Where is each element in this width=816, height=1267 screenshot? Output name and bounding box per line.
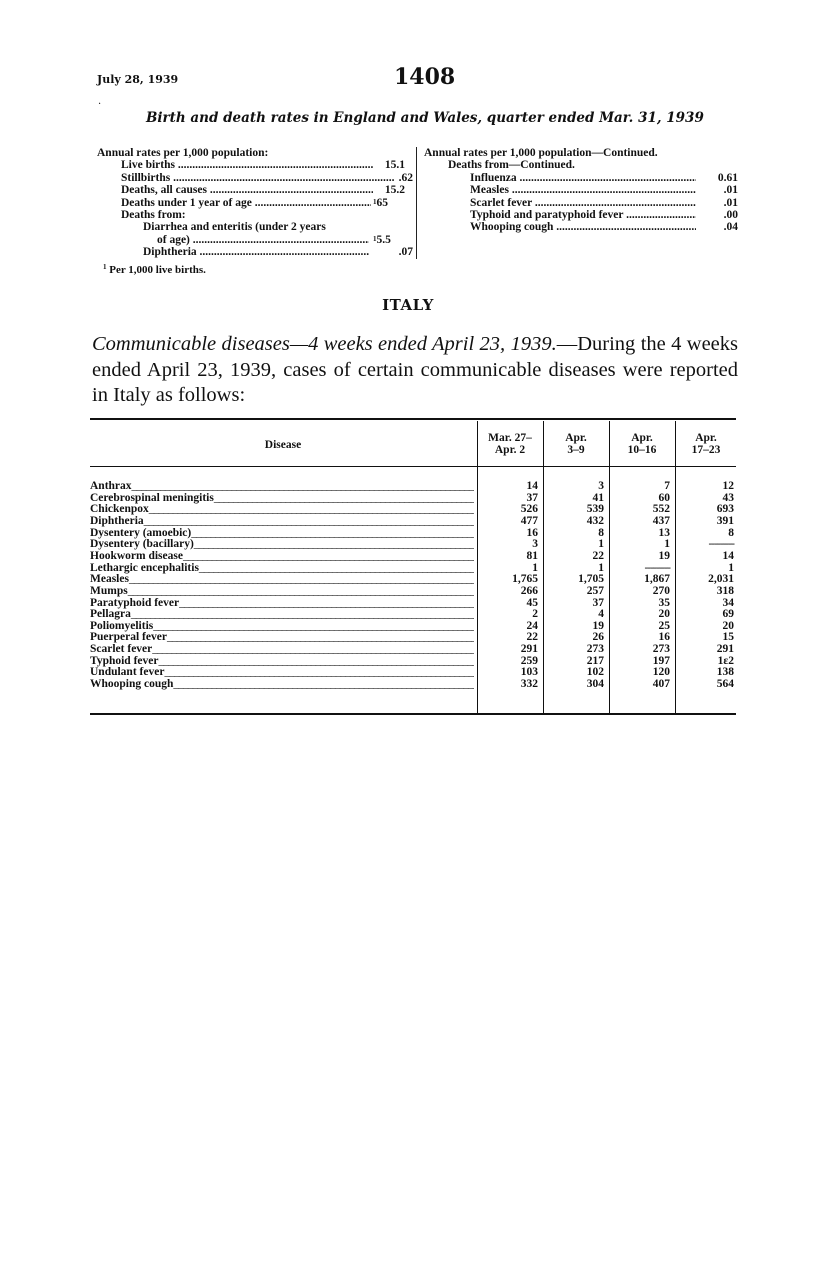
- table-row: [90, 644, 736, 656]
- rates-heading: Annual rates per 1,000 population:: [97, 147, 269, 159]
- disease-name: Measles _____: [90, 574, 474, 586]
- column-header-line1: Apr.: [565, 432, 587, 444]
- table-row: [90, 563, 736, 575]
- deaths-from-continued: Deaths from—Continued.: [448, 159, 575, 172]
- case-count: 1ε2: [717, 654, 734, 667]
- table-row: [90, 621, 736, 633]
- table-row: [90, 667, 736, 679]
- case-count: 217: [586, 654, 604, 667]
- rate-value: .62: [398, 171, 413, 184]
- disease-name: Lethargic encephalitis _____: [90, 563, 474, 575]
- case-count: 14: [722, 549, 734, 562]
- rate-value: .01: [723, 184, 738, 197]
- case-count: 407: [652, 678, 670, 691]
- case-count: 1: [532, 561, 538, 574]
- disease-name: Cerebrospinal meningitis _____: [90, 493, 474, 505]
- disease-name: Dysentery (bacillary) _____: [90, 539, 474, 551]
- case-count: 391: [716, 514, 734, 527]
- rate-number: 5.5: [376, 233, 391, 246]
- footnote-mark: 1: [373, 234, 377, 243]
- case-count: 16: [658, 631, 670, 644]
- rate-value: [373, 234, 403, 246]
- disease-name: Pellagra _____: [90, 609, 474, 621]
- case-count: 22: [592, 549, 604, 562]
- table-row: [90, 656, 736, 668]
- case-count: 19: [658, 549, 670, 562]
- case-count: 2,031: [708, 573, 734, 586]
- rate-value: .00: [723, 208, 738, 221]
- rate-label: Live births .....: [121, 159, 373, 171]
- disease-name: Chickenpox _____: [90, 504, 474, 516]
- rate-value: 15.1: [384, 159, 405, 172]
- rate-label: Influenza .....: [470, 172, 696, 184]
- rate-row: [97, 197, 415, 209]
- case-count: 102: [586, 666, 604, 679]
- case-count: 37: [592, 596, 604, 609]
- case-count: ---------: [644, 561, 670, 574]
- rates-heading-continued: Annual rates per 1,000 population—Continued.: [424, 147, 658, 159]
- case-count: 103: [520, 666, 538, 679]
- case-count: 3: [598, 480, 604, 492]
- rate-row: [97, 184, 415, 196]
- case-count: 526: [520, 503, 538, 516]
- column-header-line2: Apr. 2: [494, 443, 526, 456]
- rate-row: [97, 172, 415, 184]
- case-count: 539: [586, 503, 604, 516]
- rate-row: [424, 197, 740, 209]
- case-count: 138: [716, 666, 734, 679]
- case-count: 8: [598, 526, 604, 539]
- table-row: [90, 609, 736, 621]
- case-count: 19: [592, 619, 604, 632]
- disease-name: Anthrax _____: [90, 481, 474, 493]
- rate-label: Scarlet fever .....: [470, 197, 696, 209]
- rate-value: 0.61: [717, 171, 738, 184]
- rate-label: Whooping cough .....: [470, 221, 696, 233]
- rate-row: [97, 234, 415, 246]
- case-count: 4: [598, 608, 604, 621]
- disease-name: Poliomyelitis _____: [90, 621, 474, 633]
- disease-name: Undulant fever _____: [90, 667, 474, 679]
- table-row: [90, 679, 736, 691]
- rate-label: Deaths, all causes .....: [121, 184, 373, 196]
- case-count: 14: [526, 480, 538, 492]
- italy-paragraph: [92, 332, 738, 409]
- rates-left-block: [97, 147, 415, 259]
- rate-row: [97, 159, 415, 171]
- footnote-mark: 1: [373, 197, 377, 206]
- table-row: [90, 598, 736, 610]
- case-count: 13: [658, 526, 670, 539]
- case-count: 34: [722, 596, 734, 609]
- case-count: 564: [716, 678, 734, 691]
- column-header-disease: Disease: [264, 439, 302, 451]
- table-row: [90, 493, 736, 505]
- table-top-rule: [90, 418, 736, 420]
- rate-row: [424, 172, 740, 184]
- paragraph-body: —During the 4 weeks ended April 23, 1939, cases of certain communicable diseases were reported in Italy as follows:: [92, 333, 739, 406]
- column-header: [478, 433, 542, 456]
- rate-value: .07: [398, 246, 413, 259]
- disease-name: Scarlet fever _____: [90, 644, 474, 656]
- paragraph-lead: Communicable diseases—4 weeks ended April 23, 1939.: [92, 333, 557, 355]
- case-count: 332: [520, 678, 538, 691]
- case-count: 2: [532, 608, 538, 621]
- column-header: [676, 433, 736, 456]
- rate-label: Measles .....: [470, 184, 696, 196]
- case-count: 437: [652, 514, 670, 527]
- disease-name: Typhoid fever _____: [90, 656, 474, 668]
- case-count: 20: [658, 608, 670, 621]
- case-count: 45: [526, 596, 538, 609]
- case-count: 270: [652, 584, 670, 597]
- rate-label: Typhoid and paratyphoid fever .....: [470, 209, 696, 221]
- table-row: [90, 551, 736, 563]
- rate-value: [373, 197, 395, 209]
- case-count: 259: [520, 654, 538, 667]
- disease-name: Dysentery (amoebic) _____: [90, 528, 474, 540]
- case-count: 477: [520, 514, 538, 527]
- table-row: [90, 586, 736, 598]
- disease-table: [90, 418, 736, 716]
- page-number: 1408: [394, 64, 456, 90]
- rate-label: Stillbirths .....: [121, 172, 395, 184]
- footnote-text: Per 1,000 live births.: [109, 264, 206, 276]
- case-count: 25: [658, 619, 670, 632]
- case-count: 1,867: [644, 573, 670, 586]
- rate-row: [424, 221, 740, 233]
- table-row: [90, 632, 736, 644]
- case-count: 7: [664, 480, 670, 492]
- column-header: [544, 433, 608, 456]
- disease-name: Paratyphoid fever _____: [90, 598, 474, 610]
- case-count: 3: [532, 538, 538, 551]
- case-count: 318: [716, 584, 734, 597]
- case-count: 1: [728, 561, 734, 574]
- stray-dot: .: [98, 96, 102, 107]
- case-count: 1: [598, 538, 604, 551]
- rate-label: Diphtheria .....: [143, 246, 369, 258]
- case-count: 8: [728, 526, 734, 539]
- case-count: 20: [722, 619, 734, 632]
- table-row: [90, 504, 736, 516]
- case-count: 41: [592, 491, 604, 504]
- case-count: 43: [722, 491, 734, 504]
- table-row: [90, 481, 736, 493]
- case-count: 273: [652, 643, 670, 656]
- running-date: July 28, 1939: [97, 73, 179, 86]
- case-count: 432: [586, 514, 604, 527]
- footnote-mark: 1: [103, 263, 107, 271]
- case-count: 304: [586, 678, 604, 691]
- diarrhea-label: Diarrhea and enteritis (under 2 years: [143, 221, 326, 234]
- case-count: 37: [526, 491, 538, 504]
- rate-value: .01: [723, 196, 738, 209]
- case-count: 552: [652, 503, 670, 516]
- disease-name: Puerperal fever _____: [90, 632, 474, 644]
- rates-footnote: [103, 264, 206, 276]
- deaths-from-label: Deaths from:: [121, 208, 186, 221]
- rates-subtitle: Birth and death rates in England and Wales, quarter ended Mar. 31, 1939: [146, 110, 704, 126]
- rate-row: [97, 246, 415, 258]
- case-count: 22: [526, 631, 538, 644]
- case-count: 291: [520, 643, 538, 656]
- case-count: 81: [526, 549, 538, 562]
- column-separator: [416, 147, 417, 259]
- rates-right-block: [424, 147, 740, 234]
- case-count: 693: [716, 503, 734, 516]
- case-count: 273: [586, 643, 604, 656]
- rate-label: Deaths under 1 year of age .....: [121, 197, 371, 209]
- table-row: [90, 516, 736, 528]
- rate-number: 65: [376, 196, 388, 209]
- case-count: 16: [526, 526, 538, 539]
- table-bottom-rule: [90, 713, 736, 715]
- column-header-line1: Apr.: [695, 432, 717, 444]
- case-count: 60: [658, 491, 670, 504]
- case-count: 12: [722, 480, 734, 492]
- rate-value: .04: [723, 221, 738, 234]
- case-count: 1,765: [512, 573, 538, 586]
- case-count: 197: [652, 654, 670, 667]
- table-row: [90, 574, 736, 586]
- rate-row: [424, 184, 740, 196]
- diarrhea-row-1: [97, 221, 415, 233]
- disease-name: Diphtheria _____: [90, 516, 474, 528]
- column-header-line2: 3–9: [567, 443, 585, 456]
- case-count: 69: [722, 608, 734, 621]
- disease-name: Whooping cough _____: [90, 679, 474, 691]
- section-heading-italy: ITALY: [382, 296, 434, 314]
- case-count: 257: [586, 584, 604, 597]
- rate-value: 15.2: [384, 184, 405, 197]
- disease-name: Mumps _____: [90, 586, 474, 598]
- case-count: 120: [652, 666, 670, 679]
- rate-row: [424, 209, 740, 221]
- column-header-line2: 17–23: [691, 443, 721, 456]
- case-count: 1: [598, 561, 604, 574]
- case-count: 24: [526, 619, 538, 632]
- table-row: [90, 528, 736, 540]
- disease-name: Hookworm disease _____: [90, 551, 474, 563]
- deaths-from-row: [97, 209, 415, 221]
- column-header: [610, 433, 674, 456]
- case-count: 1: [664, 538, 670, 551]
- case-count: 15: [722, 631, 734, 644]
- column-header-line1: Apr.: [631, 432, 653, 444]
- rate-label: of age) .....: [157, 234, 369, 246]
- case-count: 1,705: [578, 573, 604, 586]
- table-header-rule: [90, 466, 736, 467]
- case-count: ---------: [708, 538, 734, 551]
- case-count: 35: [658, 596, 670, 609]
- case-count: 291: [716, 643, 734, 656]
- column-header-line1: Mar. 27–: [488, 432, 532, 444]
- case-count: 266: [520, 584, 538, 597]
- column-header-line2: 10–16: [627, 443, 657, 456]
- case-count: 26: [592, 631, 604, 644]
- table-row: [90, 539, 736, 551]
